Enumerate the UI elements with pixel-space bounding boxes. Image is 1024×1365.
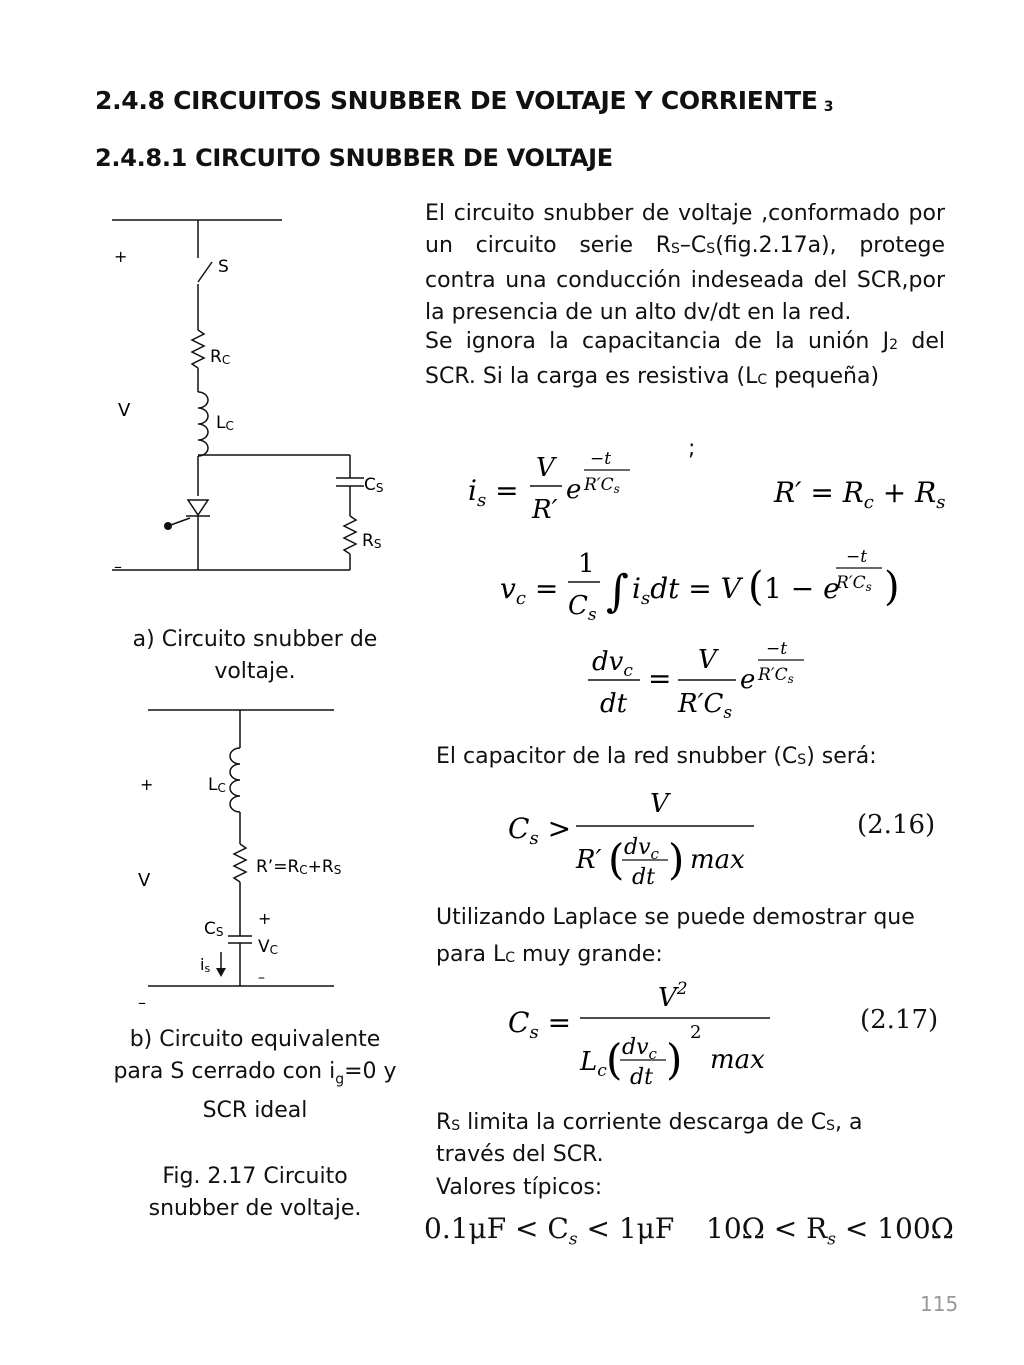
- circuit-b-plus: +: [140, 775, 154, 794]
- svg-text:is =: $i_s$ =: [468, 474, 519, 511]
- svg-text:−t: −t: [590, 449, 612, 469]
- circuit-a-minus: –: [114, 557, 122, 576]
- vc-label: VC: [258, 937, 279, 957]
- page-number: 115: [920, 1292, 959, 1316]
- typical-values-label: Valores típicos:: [436, 1175, 603, 1200]
- vc-equation: [500, 547, 900, 625]
- svg-text:R′ = Rc + Rs: $R' = R_c + R_s$: [774, 476, 946, 513]
- capacitor-sentence: El capacitor de la red snubber $(C_S)$ será:: [436, 744, 877, 769]
- svg-text:e: e: [740, 665, 756, 695]
- svg-text:−t: −t: [766, 639, 788, 659]
- vc-minus: –: [258, 970, 265, 986]
- svg-text:Cs >: $C_s$ >: [508, 812, 572, 849]
- rprime-label: R’=RC+RS: [256, 857, 342, 877]
- junction-paragraph: Se ignora la capacitancia de la unión $J_2$ del SCR. Si la carga es resistiva ($L_C$ pequeña): [425, 329, 945, 389]
- svg-text:V: V: [650, 789, 669, 819]
- rs-sentence: $R_S$ limita la corriente descarga de $C_S$, a: [436, 1110, 863, 1135]
- svg-text:vc =: $v_c$ =: [500, 572, 559, 609]
- svg-text:(: (: [748, 564, 764, 610]
- circuit-b-caption: b) Circuito equivalente para S cerrado con $i_g=0$ y SCR ideal: [113, 1027, 397, 1124]
- svg-text:2: 2: [690, 1022, 702, 1043]
- is-equation: [468, 449, 630, 525]
- switch-label: S: [218, 257, 229, 277]
- laplace-sentence-2: para $L_C$ muy grande:: [436, 942, 663, 967]
- circuit-b-cs-label: CS: [204, 919, 224, 939]
- svg-text:dvc: $dv_c$: [592, 647, 633, 681]
- rprime-equation: [773, 476, 946, 513]
- circuit-b-minus: –: [138, 993, 146, 1012]
- intro-paragraph: El circuito snubber de voltaje ,conformado por un circuito serie $R_S-C_S(fig.2.17a)$, protege contra una conducción indeseada del SCR,por la presencia de un alto dv/dt en la red.: [425, 201, 945, 325]
- svg-text:): ): [884, 564, 900, 610]
- svg-text:(: (: [608, 835, 625, 884]
- svg-text:R′Cs: R′Cs: [758, 665, 794, 686]
- svg-text:R′Cs: $R'C_s$: [678, 689, 733, 723]
- dvdt-equation: [588, 639, 804, 723]
- svg-text:Lc: $L_c$: [580, 1047, 607, 1081]
- svg-text:V2: $V^2$: [658, 979, 688, 1013]
- vc-plus: +: [258, 909, 272, 928]
- svg-text:dt: dt: [632, 865, 655, 890]
- svg-text:max: max: [690, 845, 745, 875]
- svg-text:): ): [668, 835, 685, 884]
- section-title: 2.4.8 CIRCUITOS SNUBBER DE VOLTAJE Y CORRIENTE $_3$: [95, 86, 834, 115]
- rs-sentence-2: través del SCR.: [436, 1142, 604, 1167]
- circuit-a-plus: +: [114, 247, 128, 266]
- svg-text:(: (: [606, 1035, 623, 1084]
- title-reference: 3: [823, 99, 834, 115]
- equation-2-17: [500, 972, 790, 1092]
- figure-caption: Fig. 2.17 Circuito snubber de voltaje.: [148, 1164, 362, 1221]
- svg-text:dt: dt: [600, 689, 628, 719]
- circuit-a-diagram: [100, 200, 410, 580]
- subsection-title: 2.4.8.1 CIRCUITO SNUBBER DE VOLTAJE: [95, 144, 613, 172]
- svg-text:−t: −t: [846, 547, 868, 567]
- svg-text:max: max: [710, 1045, 765, 1075]
- cs-range: $0.1\mu F < C_s < 1\mu F$: [424, 1212, 675, 1250]
- equation-number-2-16: (2.16): [857, 810, 936, 840]
- laplace-sentence: Utilizando Laplace se puede demostrar que: [436, 905, 915, 930]
- equations-block: [460, 440, 960, 740]
- svg-text:dvc: $dv_c$: [622, 1035, 657, 1063]
- svg-text:R′Cs: R′Cs: [584, 475, 620, 496]
- svg-text:Cs =: $C_s$ =: [508, 1006, 572, 1043]
- cs-label: CS: [364, 475, 384, 495]
- svg-text:V: V: [536, 453, 555, 483]
- svg-text:1: 1: [578, 549, 595, 579]
- equation-2-16: [500, 780, 770, 890]
- equation-number-2-17: (2.17): [860, 1005, 939, 1035]
- rs-range: $10\Omega < R_s < 100\Omega$: [706, 1212, 954, 1250]
- svg-text:dt: dt: [630, 1065, 653, 1090]
- circuit-a-v-label: V: [118, 400, 131, 421]
- svg-text:V: V: [698, 645, 717, 675]
- svg-text:): ): [666, 1035, 683, 1084]
- svg-text:=: =: [648, 662, 672, 695]
- semicolon: ;: [688, 436, 696, 461]
- svg-text:dvc: $dv_c$: [624, 835, 659, 863]
- circuit-b-v-label: V: [138, 870, 151, 891]
- svg-text:e: e: [566, 475, 582, 505]
- circuit-a-caption: a) Circuito snubber de voltaje.: [132, 627, 378, 684]
- svg-text:∫: ∫: [606, 566, 629, 617]
- svg-text:isdt = V: $i_sdt = V$: [632, 572, 741, 609]
- lc-label: LC: [216, 413, 234, 433]
- svg-text:Cs: $C_s$: [568, 591, 597, 625]
- svg-text:R′: R′: [532, 495, 558, 525]
- svg-text:1 − e: 1 − e: [764, 572, 840, 605]
- rc-label: RC: [210, 347, 231, 367]
- is-label: is: [200, 955, 211, 975]
- svg-text:R′: R′: [576, 845, 602, 875]
- circuit-b-diagram: [130, 700, 400, 1020]
- rs-label: RS: [362, 531, 382, 551]
- svg-text:R′Cs: R′Cs: [836, 573, 872, 594]
- circuit-b-lc-label: LC: [208, 775, 226, 795]
